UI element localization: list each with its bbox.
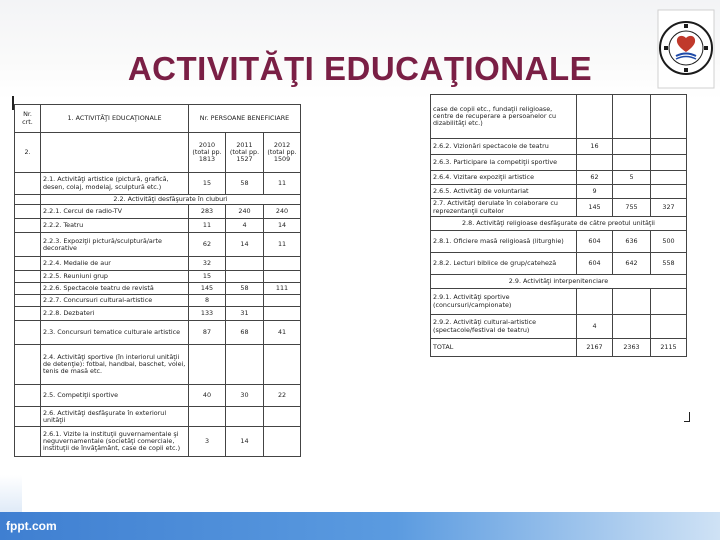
value-cell: 145 (577, 199, 613, 217)
value-cell: 16 (577, 139, 613, 155)
value-cell (189, 407, 226, 427)
activity-label-cell: 2.2.6. Spectacole teatru de revistă (41, 283, 189, 295)
value-cell: 22 (264, 385, 301, 407)
value-cell: 41 (264, 321, 301, 345)
value-cell: 500 (651, 231, 687, 253)
slide-title: ACTIVITĂŢI EDUCAŢIONALE (127, 50, 593, 87)
table-row (431, 339, 687, 357)
value-cell: 62 (189, 233, 226, 257)
activity-label-cell: 2.2.4. Medalie de aur (41, 257, 189, 271)
value-cell (651, 139, 687, 155)
value-cell: 2115 (651, 339, 687, 357)
header-nr: Nr. crt. (15, 105, 41, 133)
row-number-cell (15, 321, 41, 345)
hospital-seal-logo (656, 8, 716, 90)
header-activity: 1. ACTIVITĂŢI EDUCAŢIONALE (41, 105, 189, 133)
value-cell: 30 (226, 385, 264, 407)
total-label: (total pp. 1813 (192, 147, 222, 164)
value-cell: 5 (613, 171, 651, 185)
table-row (15, 321, 301, 345)
value-cell: 2363 (613, 339, 651, 357)
value-cell: 58 (226, 283, 264, 295)
value-cell: 604 (577, 253, 613, 275)
value-cell: 240 (264, 205, 301, 219)
activity-label-cell: 2.9. Activităţi interpenitenciare (431, 275, 687, 289)
value-cell (264, 295, 301, 307)
value-cell: 11 (189, 219, 226, 233)
year-label: 2010 (198, 140, 216, 149)
table-row (15, 257, 301, 271)
value-cell (651, 315, 687, 339)
table-row (15, 205, 301, 219)
activity-label-cell: 2.2. Activităţi desfăşurate în cluburi (41, 195, 301, 205)
table-row (15, 295, 301, 307)
value-cell (264, 257, 301, 271)
header-empty-cell (41, 133, 189, 173)
value-cell: 4 (577, 315, 613, 339)
value-cell: 636 (613, 231, 651, 253)
activity-label-cell: 2.6. Activităţi desfăşurate în exteriorul unităţii (41, 407, 189, 427)
table-row (15, 427, 301, 457)
row-number-cell (15, 195, 41, 205)
row-number-cell (15, 219, 41, 233)
footer-accent (0, 475, 22, 515)
activity-label-cell: case de copii etc., fundaţii religioase, centre de recuperare a persoanelor cu dizabilităţi etc.) (431, 95, 577, 139)
row-number-cell (15, 345, 41, 385)
table-row (431, 289, 687, 315)
value-cell: 283 (189, 205, 226, 219)
value-cell (613, 95, 651, 139)
activity-label-cell: 2.7. Activităţi derulate în colaborare cu reprezentanţii cultelor (431, 199, 577, 217)
activity-label-cell: 2.6.4. Vizitare expoziţii artistice (431, 171, 577, 185)
table-row (15, 271, 301, 283)
value-cell: 8 (189, 295, 226, 307)
activity-label-cell: 2.8.1. Oficiere masă religioasă (liturghie) (431, 231, 577, 253)
table-row (431, 315, 687, 339)
table-row (15, 195, 301, 205)
value-cell: 11 (264, 233, 301, 257)
value-cell (226, 345, 264, 385)
row-number-cell (15, 427, 41, 457)
activity-label-cell: 2.3. Concursuri tematice culturale artistice (41, 321, 189, 345)
table-row (431, 275, 687, 289)
footer-bar (0, 512, 720, 540)
row-number-cell (15, 407, 41, 427)
value-cell (577, 155, 613, 171)
row-number-cell (15, 385, 41, 407)
value-cell: 642 (613, 253, 651, 275)
activity-label-cell: 2.9.2. Activităţi cultural-artistice (spectacole/festival de teatru) (431, 315, 577, 339)
value-cell (651, 155, 687, 171)
table-row (431, 95, 687, 139)
row-number-cell (15, 307, 41, 321)
value-cell (264, 271, 301, 283)
header-year-2012 (264, 133, 301, 173)
value-cell: 62 (577, 171, 613, 185)
table-row (15, 407, 301, 427)
value-cell: 58 (226, 173, 264, 195)
row-number-cell (15, 233, 41, 257)
activity-label-cell: 2.6.1. Vizite la instituţii guvernamentale şi neguvernamentale (societăţi comerciale, instituţii de învăţământ, case de copii etc.) (41, 427, 189, 457)
value-cell (613, 315, 651, 339)
value-cell: 31 (226, 307, 264, 321)
value-cell: 111 (264, 283, 301, 295)
table-row (431, 231, 687, 253)
header-row-number: 2. (15, 133, 41, 173)
value-cell: 9 (577, 185, 613, 199)
value-cell: 11 (264, 173, 301, 195)
value-cell: 14 (226, 427, 264, 457)
total-label: (total pp. 1509 (267, 147, 297, 164)
value-cell (226, 295, 264, 307)
right-activities-table (430, 94, 687, 357)
activity-label-cell: 2.2.1. Cercul de radio-TV (41, 205, 189, 219)
footer-site-label: fppt.com (6, 519, 57, 533)
year-label: 2012 (273, 140, 291, 149)
value-cell: 15 (189, 173, 226, 195)
activity-label-cell: 2.2.5. Reuniuni grup (41, 271, 189, 283)
row-number-cell (15, 271, 41, 283)
activity-label-cell: 2.4. Activităţi sportive (în interiorul unităţii de detenţie): fotbal, handbal, baschet, volei, tenis de masă etc. (41, 345, 189, 385)
value-cell (613, 139, 651, 155)
value-cell (577, 289, 613, 315)
value-cell (613, 155, 651, 171)
value-cell: 4 (226, 219, 264, 233)
value-cell: 68 (226, 321, 264, 345)
row-number-cell (15, 205, 41, 219)
value-cell: 327 (651, 199, 687, 217)
activity-label-cell: 2.2.3. Expoziţii pictură/sculptură/arte decorative (41, 233, 189, 257)
value-cell (651, 185, 687, 199)
activity-label-cell: 2.8. Activităţi religioase desfăşurate de către preotul unităţii (431, 217, 687, 231)
row-number-cell (15, 283, 41, 295)
value-cell (264, 407, 301, 427)
activity-label-cell: 2.2.8. Dezbateri (41, 307, 189, 321)
row-number-cell (15, 257, 41, 271)
value-cell (651, 95, 687, 139)
left-activities-table (14, 104, 301, 457)
activity-label-cell: 2.8.2. Lecturi biblice de grup/cateheză (431, 253, 577, 275)
table-row (431, 253, 687, 275)
activity-label-cell: 2.2.7. Concursuri cultural-artistice (41, 295, 189, 307)
value-cell (226, 271, 264, 283)
table-row (431, 155, 687, 171)
value-cell (577, 95, 613, 139)
value-cell (264, 307, 301, 321)
activity-label-cell: 2.6.2. Vizionări spectacole de teatru (431, 139, 577, 155)
value-cell (226, 407, 264, 427)
year-label: 2011 (236, 140, 253, 149)
value-cell: 15 (189, 271, 226, 283)
activity-label-cell: 2.6.3. Participare la competiţii sportive (431, 155, 577, 171)
table-row (431, 217, 687, 231)
value-cell: 240 (226, 205, 264, 219)
left-table-body (15, 173, 301, 457)
value-cell: 2167 (577, 339, 613, 357)
scan-corner-mark (684, 412, 690, 422)
table-row (15, 233, 301, 257)
value-cell (264, 345, 301, 385)
value-cell: 14 (264, 219, 301, 233)
activity-label-cell: 2.9.1. Activităţi sportive (concursuri/campionate) (431, 289, 577, 315)
value-cell: 755 (613, 199, 651, 217)
activity-label-cell: TOTAL (431, 339, 577, 357)
value-cell: 604 (577, 231, 613, 253)
activity-label-cell: 2.1. Activităţi artistice (pictură, grafică, desen, colaj, modelaj, sculptură etc.) (41, 173, 189, 195)
header-year-2010 (189, 133, 226, 173)
table-row (431, 139, 687, 155)
activity-label-cell: 2.6.5. Activităţi de voluntariat (431, 185, 577, 199)
table-row (15, 283, 301, 295)
value-cell (613, 289, 651, 315)
value-cell: 558 (651, 253, 687, 275)
value-cell: 40 (189, 385, 226, 407)
table-row (431, 199, 687, 217)
value-cell (651, 171, 687, 185)
right-table-body (431, 95, 687, 357)
value-cell: 133 (189, 307, 226, 321)
header-year-2011 (226, 133, 264, 173)
value-cell (189, 345, 226, 385)
value-cell (613, 185, 651, 199)
activity-label-cell: 2.2.2. Teatru (41, 219, 189, 233)
value-cell: 145 (189, 283, 226, 295)
table-row (15, 307, 301, 321)
value-cell: 3 (189, 427, 226, 457)
total-label: (total pp. 1527 (229, 147, 260, 164)
value-cell: 32 (189, 257, 226, 271)
table-row (15, 219, 301, 233)
header-beneficiaries: Nr. PERSOANE BENEFICIARE (189, 105, 301, 133)
value-cell: 87 (189, 321, 226, 345)
value-cell: 14 (226, 233, 264, 257)
table-row (431, 185, 687, 199)
value-cell (264, 427, 301, 457)
row-number-cell (15, 173, 41, 195)
table-row (431, 171, 687, 185)
activity-label-cell: 2.5. Competiţii sportive (41, 385, 189, 407)
value-cell (651, 289, 687, 315)
table-row (15, 173, 301, 195)
table-row (15, 385, 301, 407)
row-number-cell (15, 295, 41, 307)
table-row (15, 345, 301, 385)
value-cell (226, 257, 264, 271)
